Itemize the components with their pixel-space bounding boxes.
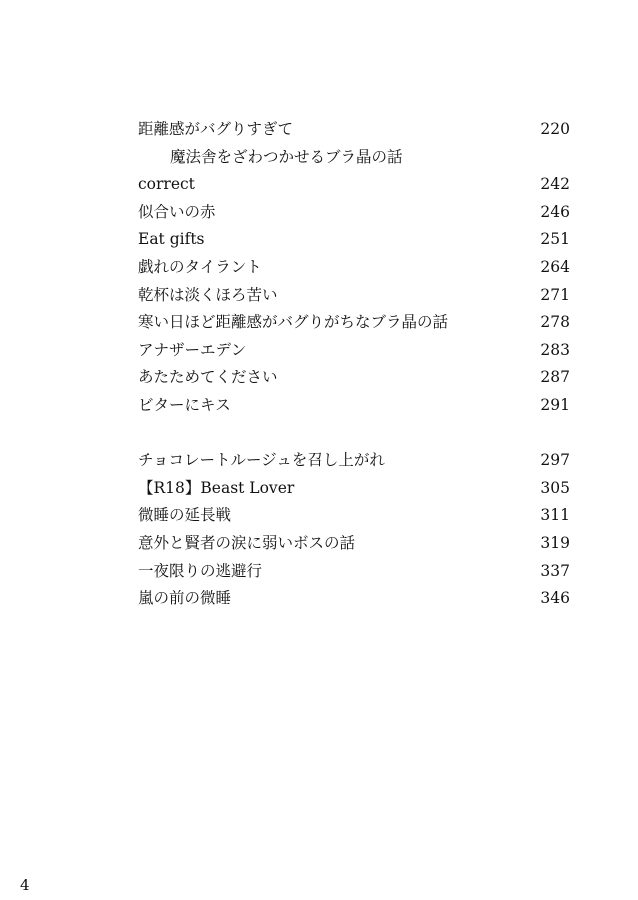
toc-entry [138,392,570,420]
toc-entry [138,226,570,254]
toc-entry [138,282,570,310]
toc-entry [138,199,570,227]
toc-entry-title: 一夜限りの逃避行 [138,561,263,580]
toc-entry-page: 337 [540,561,570,580]
page-number: 4 [20,876,30,894]
toc-entry-title: 乾杯は淡くほろ苦い [138,285,278,304]
toc-entry-title: Eat gifts [138,230,205,249]
toc-entry-page: 283 [540,340,570,359]
toc-entry [138,475,570,503]
toc-entry-page: 346 [540,589,570,608]
toc-entry-title: アナザーエデン [138,340,247,359]
toc-entry-title: correct [138,175,195,194]
section-gap [138,420,570,448]
toc-entry-title: 寒い日ほど距離感がバグりがちなブラ晶の話 [138,313,449,332]
toc-entry-page: 246 [540,202,570,221]
toc-entry-page: 319 [540,533,570,552]
toc-entry-page: 251 [540,230,570,249]
toc-entry-title: ビターにキス [138,395,231,414]
toc-entry-title: 微睡の延長戦 [138,506,232,525]
toc-entry [138,254,570,282]
toc-entry-page: 278 [540,313,570,332]
toc-entry-title: 【R18】Beast Lover [138,478,295,497]
toc-entry [138,530,570,558]
toc-entry-page: 291 [540,395,570,414]
table-of-contents [138,116,570,613]
toc-entry [138,585,570,613]
toc-entry-page: 242 [540,175,570,194]
toc-entry-page: 311 [540,506,570,525]
toc-entry-title: 戯れのタイラント [138,257,262,276]
toc-entry-page: 305 [540,478,570,497]
toc-entry-page: 271 [540,285,570,304]
toc-entry-page: 297 [540,451,570,470]
toc-entry-page: 287 [540,368,570,387]
toc-entry-title: チョコレートルージュを召し上がれ [138,451,385,470]
toc-entry-page: 264 [540,257,570,276]
toc-entry [138,558,570,586]
toc-entry-page: 220 [540,120,570,138]
toc-entry-title: 嵐の前の微睡 [138,589,232,608]
toc-entry-title: あたためてください [138,368,278,387]
toc-entry [138,116,570,144]
toc-entry-title: 魔法舎をざわつかせるブラ晶の話 [170,147,403,166]
toc-entry [138,502,570,530]
toc-entry-title: 意外と賢者の涙に弱いボスの話 [138,533,356,552]
toc-entry [138,309,570,337]
toc-entry [138,171,570,199]
toc-entry [138,337,570,365]
toc-entry [138,364,570,392]
toc-entry [138,447,570,475]
toc-entry-continuation [138,144,570,172]
toc-entry-title: 距離感がバグりすぎて [138,120,294,138]
toc-entry-title: 似合いの赤 [138,202,216,221]
